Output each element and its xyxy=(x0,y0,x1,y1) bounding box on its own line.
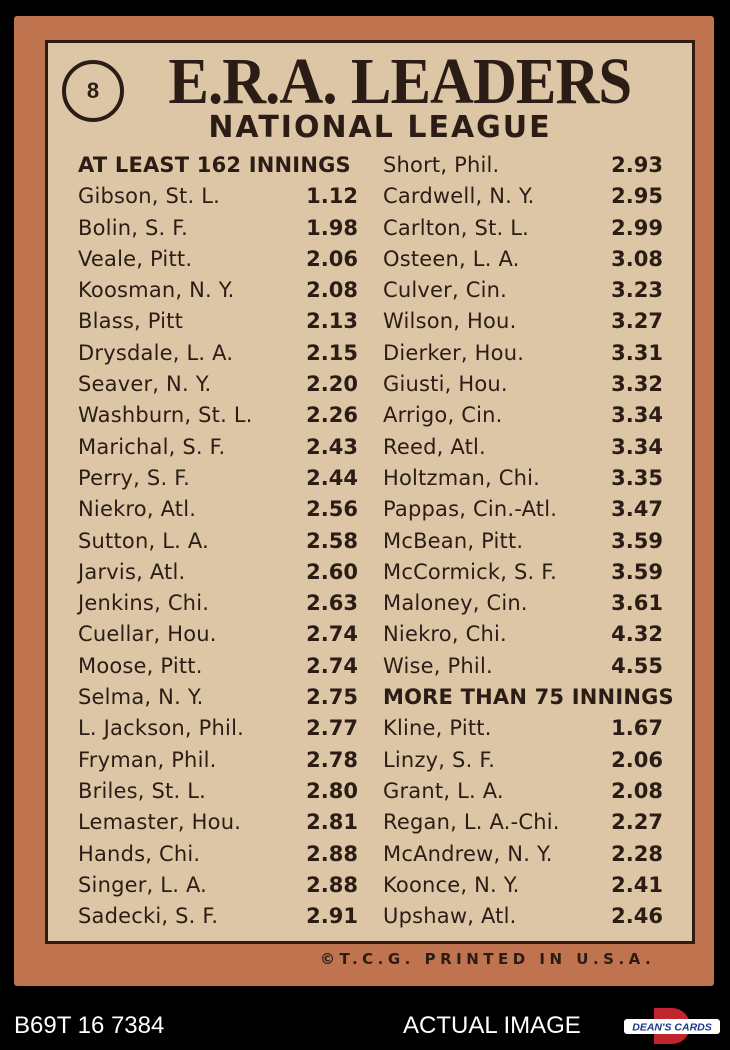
era-value: 2.13 xyxy=(306,309,358,334)
era-value: 3.08 xyxy=(611,246,663,271)
pitcher-name: Culver, Cin. xyxy=(383,278,508,303)
pitcher-name: Reed, Atl. xyxy=(383,434,486,459)
right-leaders-column xyxy=(383,150,674,932)
pitcher-name: Arrigo, Cin. xyxy=(383,403,503,428)
pitcher-name: Jarvis, Atl. xyxy=(78,559,186,584)
era-value: 2.60 xyxy=(306,559,358,584)
era-value: 2.56 xyxy=(306,497,358,522)
era-value: 1.67 xyxy=(611,716,663,741)
leader-row xyxy=(383,745,663,776)
era-value: 2.75 xyxy=(306,685,358,710)
pitcher-name: Jenkins, Chi. xyxy=(78,591,210,616)
leader-row xyxy=(78,901,358,932)
leader-row xyxy=(383,463,663,494)
leader-row xyxy=(383,181,663,212)
pitcher-name: McCormick, S. F. xyxy=(383,559,558,584)
era-value: 2.28 xyxy=(611,841,663,866)
pitcher-name: Cardwell, N. Y. xyxy=(383,184,535,209)
card-number: 8 xyxy=(86,78,100,103)
actual-image-label: ACTUAL IMAGE xyxy=(403,1012,581,1039)
era-value: 2.77 xyxy=(306,716,358,741)
era-value: 4.55 xyxy=(611,653,663,678)
era-value: 2.88 xyxy=(306,841,358,866)
pitcher-name: McBean, Pitt. xyxy=(383,528,524,553)
leader-row xyxy=(78,400,358,431)
era-value: 3.59 xyxy=(611,559,663,584)
leader-row xyxy=(78,338,358,369)
leader-row xyxy=(78,306,358,337)
leader-row xyxy=(78,807,358,838)
era-value: 2.74 xyxy=(306,653,358,678)
era-value: 3.35 xyxy=(611,465,663,490)
era-value: 2.08 xyxy=(306,278,358,303)
leader-row xyxy=(383,244,663,275)
pitcher-name: Maloney, Cin. xyxy=(383,591,528,616)
pitcher-name: Cuellar, Hou. xyxy=(78,622,217,647)
pitcher-name: Regan, L. A.-Chi. xyxy=(383,810,560,835)
era-value: 2.74 xyxy=(306,622,358,647)
leader-row xyxy=(78,369,358,400)
left-leaders-column xyxy=(78,150,358,932)
era-value: 3.27 xyxy=(611,309,663,334)
leader-row xyxy=(383,619,663,650)
deans-cards-logo xyxy=(624,1006,720,1046)
era-value: 2.93 xyxy=(611,153,663,177)
leader-row xyxy=(383,839,663,870)
leader-row xyxy=(383,776,663,807)
era-value: 4.32 xyxy=(611,622,663,647)
card-title: E.R.A. LEADERS xyxy=(168,45,632,118)
era-value: 2.63 xyxy=(306,591,358,616)
pitcher-name: Wise, Phil. xyxy=(383,653,493,678)
era-value: 3.47 xyxy=(611,497,663,522)
leader-row xyxy=(383,901,663,932)
era-value: 2.06 xyxy=(306,246,358,271)
leader-row xyxy=(78,494,358,525)
pitcher-name: Grant, L. A. xyxy=(383,778,504,803)
section-header xyxy=(383,682,674,713)
leader-row xyxy=(383,494,663,525)
leader-row xyxy=(383,713,663,744)
leader-row xyxy=(78,839,358,870)
pitcher-name: Carlton, St. L. xyxy=(383,215,530,240)
pitcher-name: Perry, S. F. xyxy=(78,465,190,490)
pitcher-name: Short, Phil. xyxy=(383,153,500,177)
era-value: 2.80 xyxy=(306,778,358,803)
leader-row xyxy=(78,432,358,463)
pitcher-name: Koonce, N. Y. xyxy=(383,872,520,897)
leader-row xyxy=(383,651,663,682)
pitcher-name: Lemaster, Hou. xyxy=(78,810,242,835)
era-value: 2.15 xyxy=(306,340,358,365)
pitcher-name: Dierker, Hou. xyxy=(383,340,525,365)
leader-row xyxy=(78,870,358,901)
logo-text: DEAN'S CARDS xyxy=(632,1021,712,1034)
pitcher-name: Holtzman, Chi. xyxy=(383,465,540,490)
pitcher-name: McAndrew, N. Y. xyxy=(383,841,553,866)
era-value: 1.12 xyxy=(306,184,358,209)
era-value: 2.44 xyxy=(306,465,358,490)
era-value: 2.20 xyxy=(306,372,358,397)
pitcher-name: Briles, St. L. xyxy=(78,778,207,803)
era-value: 2.91 xyxy=(306,904,358,929)
pitcher-name: Kline, Pitt. xyxy=(383,716,492,741)
era-value: 3.32 xyxy=(611,372,663,397)
pitcher-name: Drysdale, L. A. xyxy=(78,340,234,365)
pitcher-name: Seaver, N. Y. xyxy=(78,372,212,397)
era-value: 2.06 xyxy=(611,747,663,772)
leader-row xyxy=(383,400,663,431)
pitcher-name: Upshaw, Atl. xyxy=(383,904,517,929)
section-header-label: MORE THAN 75 INNINGS xyxy=(383,685,674,710)
leader-row xyxy=(383,213,663,244)
section-header-label: AT LEAST 162 INNINGS xyxy=(78,153,351,177)
pitcher-name: Niekro, Chi. xyxy=(383,622,507,647)
pitcher-name: Marichal, S. F. xyxy=(78,434,226,459)
leader-row xyxy=(78,713,358,744)
pitcher-name: Wilson, Hou. xyxy=(383,309,517,334)
pitcher-name: Linzy, S. F. xyxy=(383,747,496,772)
pitcher-name: Bolin, S. F. xyxy=(78,215,189,240)
era-value: 2.08 xyxy=(611,778,663,803)
leader-row xyxy=(383,306,663,337)
pitcher-name: Selma, N. Y. xyxy=(78,685,204,710)
era-value: 2.78 xyxy=(306,747,358,772)
leader-row xyxy=(78,651,358,682)
era-value: 2.41 xyxy=(611,872,663,897)
leader-row xyxy=(78,619,358,650)
leader-row xyxy=(383,150,663,181)
pitcher-name: Niekro, Atl. xyxy=(78,497,197,522)
leader-row xyxy=(383,557,663,588)
era-value: 3.23 xyxy=(611,278,663,303)
leader-row xyxy=(78,213,358,244)
leader-row xyxy=(383,338,663,369)
leader-row xyxy=(383,369,663,400)
leader-row xyxy=(78,682,358,713)
era-value: 3.31 xyxy=(611,340,663,365)
era-value: 2.58 xyxy=(306,528,358,553)
pitcher-name: Moose, Pitt. xyxy=(78,653,203,678)
era-value: 2.88 xyxy=(306,872,358,897)
leader-row xyxy=(383,275,663,306)
pitcher-name: Koosman, N. Y. xyxy=(78,278,235,303)
era-value: 2.43 xyxy=(306,434,358,459)
pitcher-name: Gibson, St. L. xyxy=(78,184,220,209)
leader-row xyxy=(78,776,358,807)
era-value: 3.34 xyxy=(611,403,663,428)
era-value: 3.59 xyxy=(611,528,663,553)
leader-row xyxy=(78,588,358,619)
pitcher-name: Blass, Pitt xyxy=(78,309,184,334)
era-value: 2.99 xyxy=(611,215,663,240)
pitcher-name: Giusti, Hou. xyxy=(383,372,508,397)
leader-row xyxy=(383,807,663,838)
leader-row xyxy=(78,181,358,212)
pitcher-name: Pappas, Cin.-Atl. xyxy=(383,497,558,522)
era-value: 3.34 xyxy=(611,434,663,459)
pitcher-name: Hands, Chi. xyxy=(78,841,201,866)
pitcher-name: Sutton, L. A. xyxy=(78,528,209,553)
section-header xyxy=(78,150,358,181)
era-value: 2.27 xyxy=(611,810,663,835)
leader-row xyxy=(383,432,663,463)
card-subtitle: NATIONAL LEAGUE xyxy=(208,110,552,145)
pitcher-name: L. Jackson, Phil. xyxy=(78,716,244,741)
pitcher-name: Sadecki, S. F. xyxy=(78,904,219,929)
era-value: 2.81 xyxy=(306,810,358,835)
leader-row xyxy=(383,588,663,619)
leader-row xyxy=(78,275,358,306)
pitcher-name: Singer, L. A. xyxy=(78,872,208,897)
era-value: 2.46 xyxy=(611,904,663,929)
leader-row xyxy=(383,870,663,901)
era-value: 2.95 xyxy=(611,184,663,209)
leader-row xyxy=(78,557,358,588)
pitcher-name: Osteen, L. A. xyxy=(383,246,520,271)
leader-row xyxy=(78,526,358,557)
era-value: 1.98 xyxy=(306,215,358,240)
era-value: 2.26 xyxy=(306,403,358,428)
leader-row xyxy=(383,526,663,557)
pitcher-name: Fryman, Phil. xyxy=(78,747,217,772)
copyright-footer: ©T.C.G. PRINTED IN U.S.A. xyxy=(320,950,656,968)
era-value: 3.61 xyxy=(611,591,663,616)
card-number-badge xyxy=(62,60,124,122)
inventory-code: B69T 16 7384 xyxy=(14,1012,165,1039)
leader-row xyxy=(78,463,358,494)
pitcher-name: Washburn, St. L. xyxy=(78,403,253,428)
leader-row xyxy=(78,745,358,776)
pitcher-name: Veale, Pitt. xyxy=(78,246,193,271)
leader-row xyxy=(78,244,358,275)
